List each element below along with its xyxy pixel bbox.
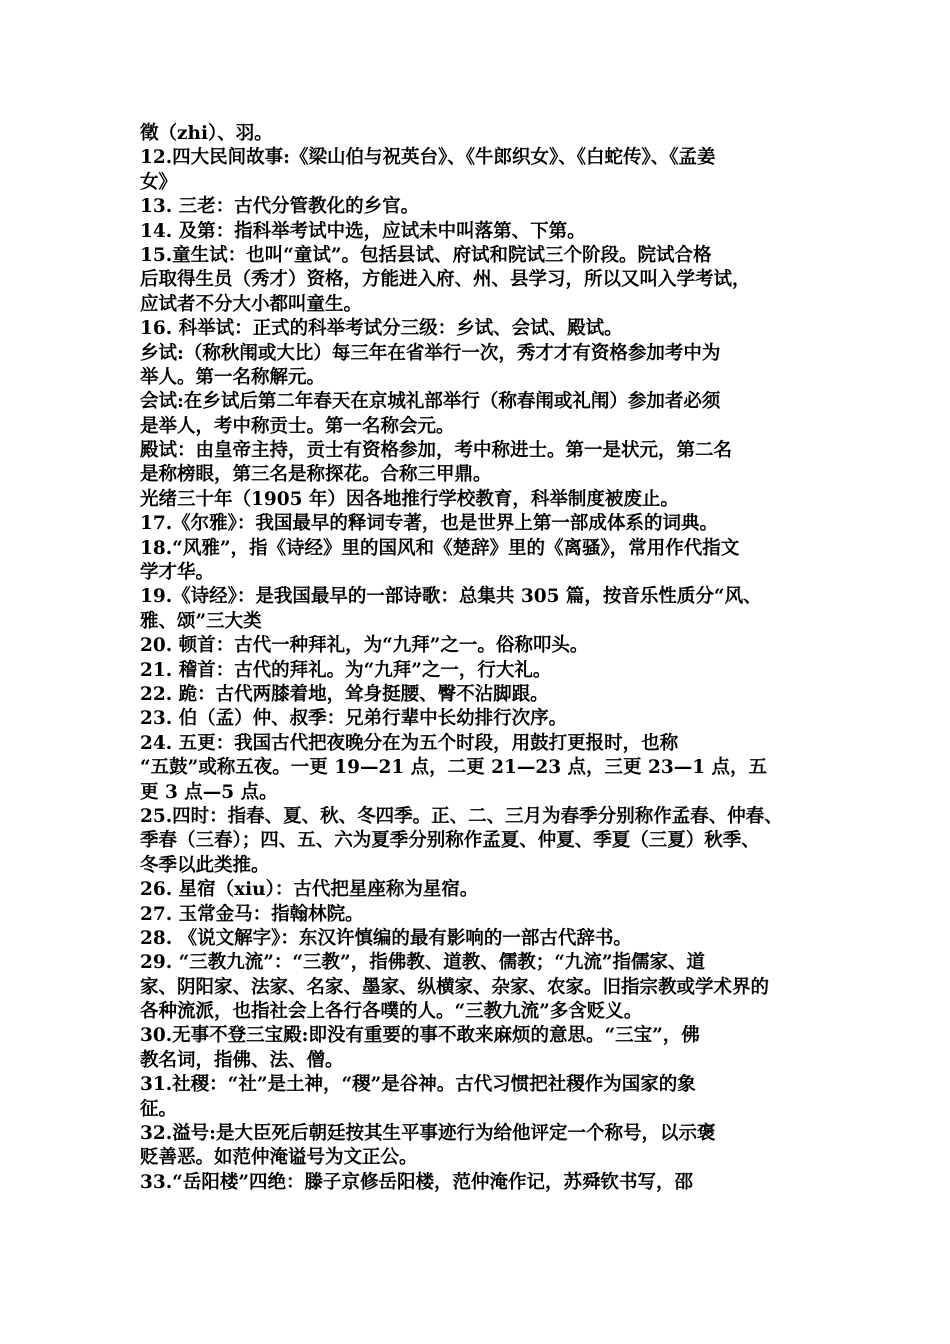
text-line: 各种流派，也指社会上各行各噗的人。“三教九流”多含贬义。 — [140, 1001, 643, 1023]
text-line: 是称榜眼，第三名是称探花。合称三甲鼎。 — [140, 464, 492, 486]
text-line: 18.“风雅”，指《诗经》里的国风和《楚辞》里的《离骚》，常用作代指文 — [140, 537, 740, 559]
text-line: 光绪三十年（1905 年）因各地推行学校教育，科举制度被废止。 — [140, 488, 679, 510]
text-line: 23. 伯（孟）仲、叔季：兄弟行辈中长幼排行次序。 — [140, 708, 568, 730]
text-line: 26. 星宿（xiu）：古代把星座称为星宿。 — [140, 879, 479, 901]
text-line: 21. 稽首：古代的拜礼。为“九拜”之一，行大礼。 — [140, 659, 552, 681]
text-line: 女》 — [140, 171, 178, 193]
text-line: 17.《尔雅》：我国最早的释词专著，也是世界上第一部成体系的词典。 — [140, 513, 718, 535]
text-line: 20. 顿首：古代一种拜礼，为“九拜”之一。俗称叩头。 — [140, 635, 589, 657]
text-line: 季春（三春）；四、五、六为夏季分别称作孟夏、仲夏、季夏（三夏）秋季、 — [140, 830, 760, 852]
text-line: 29. “三教九流”：“三教”，指佛教、道教、儒教；“九流”指儒家、道 — [140, 952, 705, 974]
text-line: 24. 五更：我国古代把夜晚分在为五个时段，用鼓打更报时，也称 — [140, 732, 679, 754]
text-line: 33.“岳阳楼”四绝：滕子京修岳阳楼，范仲淹作记，苏舜钦书写，邵 — [140, 1171, 693, 1193]
text-line: 27. 玉常金马：指翰林院。 — [140, 903, 364, 925]
text-line: 应试者不分大小都叫童生。 — [140, 293, 363, 315]
text-line: 25.四时：指春、夏、秋、冬四季。正、二、三月为春季分别称作孟春、仲春、 — [140, 805, 783, 827]
text-line: 14. 及第：指科举考试中选，应试未中叫落第、下第。 — [140, 220, 586, 242]
text-line: 雅、颂”三大类 — [140, 610, 262, 632]
text-line: 30.无事不登三宝殿:即没有重要的事不敢来麻烦的意思。“三宝”，佛 — [140, 1025, 700, 1047]
text-line: 会试:在乡试后第二年春天在京城礼部举行（称春闱或礼闱）参加者必须 — [140, 391, 721, 413]
text-line: 徵（zhi）、羽。 — [140, 123, 273, 144]
text-line: 12.四大民间故事:《梁山伯与祝英台》、《牛郎织女》、《白蛇传》、《孟姜 — [140, 147, 716, 169]
text-line: 乡试:（称秋闱或大比）每三年在省举行一次，秀才才有资格参加考中为 — [140, 342, 721, 364]
text-line: 教名词，指佛、法、僧。 — [140, 1049, 344, 1071]
text-line: 更 3 点—5 点。 — [140, 781, 278, 803]
text-line: 16. 科举试：正式的科举考试分三级：乡试、会试、殿试。 — [140, 318, 623, 340]
text-line: 22. 跪：古代两膝着地，耸身挺腰、臀不沾脚跟。 — [140, 683, 549, 705]
text-line: 学才华。 — [140, 562, 215, 584]
text-line: 举人。第一名称解元。 — [140, 366, 326, 388]
text-line: 后取得生员（秀才）资格，方能进入府、州、县学习，所以又叫入学考试， — [140, 269, 751, 291]
text-line: 贬善恶。如范仲淹谥号为文正公。 — [140, 1147, 418, 1169]
document-body — [140, 122, 815, 1195]
text-line: 19.《诗经》：是我国最早的一部诗歌：总集共 305 篇，按音乐性质分“风、 — [140, 586, 762, 608]
text-line: 家、阴阳家、法家、名家、墨家、纵横家、杂家、农家。旧指宗教或学术界的 — [140, 976, 770, 998]
text-line: 征。 — [140, 1098, 178, 1120]
text-line: 15.童生试：也叫“童试”。包括县试、府试和院试三个阶段。院试合格 — [140, 244, 712, 266]
text-line: “五鼓”或称五夜。一更 19—21 点，二更 21—23 点，三更 23—1 点，五 — [140, 757, 768, 779]
text-line: 31.社稷：“社”是土神，“稷”是谷神。古代习惯把社稷作为国家的象 — [140, 1074, 696, 1096]
text-line: 殿试：由皇帝主持，贡士有资格参加，考中称进士。第一是状元，第二名 — [140, 440, 733, 462]
text-line: 32.溢号:是大臣死后朝廷按其生平事迹行为给他评定一个称号，以示褒 — [140, 1123, 716, 1145]
text-line: 是举人，考中称贡士。第一名称会元。 — [140, 415, 455, 437]
text-line: 13. 三老：古代分管教化的乡官。 — [140, 196, 420, 218]
text-line: 28. 《说文解字》：东汉许慎编的最有影响的一部古代辞书。 — [140, 927, 632, 949]
text-line: 冬季以此类推。 — [140, 854, 270, 876]
